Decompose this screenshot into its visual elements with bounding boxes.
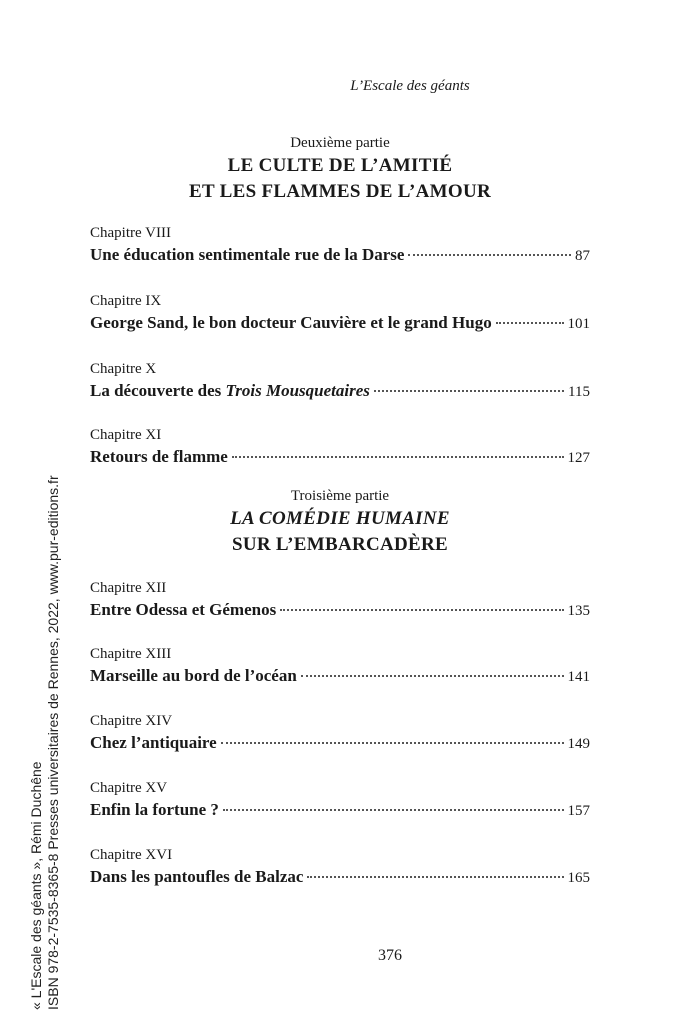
part-heading-3 [90,486,590,558]
copyright-sidebar [28,450,62,1010]
page-number: 157 [567,803,590,819]
page-number: 165 [567,870,590,886]
dot-leader [374,390,564,392]
dot-leader [221,742,564,744]
part-label: Troisième partie [290,488,390,504]
page-number: 87 [575,248,590,264]
chapter-label: Chapitre XI [90,427,162,443]
chapter-label: Chapitre IX [90,293,162,309]
chapter-title: Entre Odessa et Gémenos [90,600,277,619]
sidebar-line-2: ISBN 978-2-7535-8365-8 Presses universitaires de Rennes, 2022, www.pur-editions.fr [45,475,61,1010]
toc-entry[interactable] [90,578,590,623]
chapter-label: Chapitre XIII [90,646,172,662]
page-number: 127 [567,450,590,466]
dot-leader [223,809,564,811]
chapter-label: Chapitre X [90,361,157,377]
chapter-title-text: La découverte des [90,381,226,400]
chapter-label: Chapitre XIV [90,713,173,729]
dot-leader [496,322,564,324]
page-number: 101 [567,316,590,332]
dot-leader [301,675,564,677]
part-title-line: SUR L’EMBARCADÈRE [231,534,449,555]
toc-entry[interactable] [90,644,590,689]
chapter-title: George Sand, le bon docteur Cauvière et le grand Hugo [90,313,492,332]
part-label: Deuxième partie [290,135,390,151]
part-title-line [90,506,590,532]
toc-entry[interactable] [90,845,590,890]
page-number: 135 [567,603,590,619]
chapter-label: Chapitre XVI [90,847,173,863]
chapter-title: Retours de flamme [90,447,228,466]
part-title-italic: LA COMÉDIE HUMAINE [230,508,450,529]
chapter-label: Chapitre XV [90,780,168,796]
dot-leader [280,609,563,611]
part-heading-2 [90,133,590,205]
chapter-title: Chez l’antiquaire [90,733,217,752]
dot-leader [408,254,571,256]
part-title-line: ET LES FLAMMES DE L’AMOUR [188,181,492,202]
sidebar-line-1: « L'Escale des géants », Rémi Duchêne [28,761,44,1010]
chapter-title-italic: Trois Mousquetaires [225,381,370,400]
toc-entry[interactable] [90,778,590,823]
chapter-title: Dans les pantoufles de Balzac [90,867,304,886]
page-number: 149 [567,736,590,752]
toc-entry[interactable] [90,711,590,756]
chapter-label: Chapitre VIII [90,225,171,241]
dot-leader [307,876,563,878]
page-number: 141 [567,669,590,685]
chapter-title: Enfin la fortune ? [90,800,219,819]
toc-entry[interactable] [90,223,590,268]
dot-leader [232,456,564,458]
chapter-title: Une éducation sentimentale rue de la Darse [90,245,405,264]
chapter-title [90,379,370,403]
part-title-line: LE CULTE DE L’AMITIÉ [227,155,453,176]
chapter-title: Marseille au bord de l’océan [90,666,297,685]
toc-entry[interactable] [90,425,590,470]
page-folio: 376 [378,947,402,964]
toc-entry[interactable] [90,359,590,404]
running-head: L’Escale des géants [350,78,470,94]
chapter-label: Chapitre XII [90,580,167,596]
toc-entry[interactable] [90,291,590,336]
page-number: 115 [568,384,590,400]
